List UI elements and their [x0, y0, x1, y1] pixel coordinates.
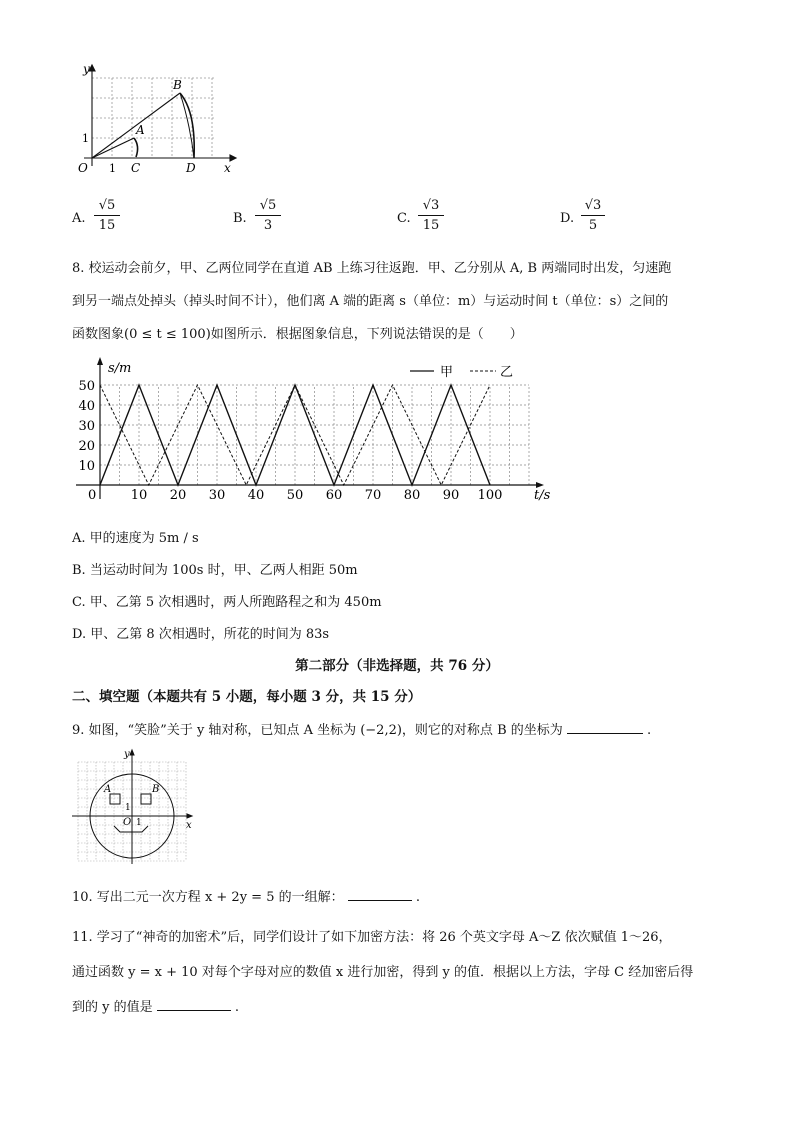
fig9-one-y: 1: [125, 803, 131, 813]
q10-question: 10. 写出二元一次方程 x + 2y = 5 的一组解：: [72, 890, 344, 905]
x-tick-label: 10: [130, 488, 148, 503]
y-axis-arrow: [97, 357, 103, 365]
q7-option-c-numerator: √3: [418, 198, 444, 216]
q8-option-c: C. 甲、乙第 5 次相遇时，两人所跑路程之和为 450m: [72, 595, 382, 610]
fig7-one-x: 1: [109, 162, 116, 175]
fig7-one-y: 1: [82, 132, 89, 145]
q7-option-d-denominator: 5: [588, 218, 598, 233]
x-tick-label: 30: [208, 488, 226, 503]
fig9-x-label: x: [186, 820, 192, 831]
q10-answer-blank[interactable]: [348, 888, 412, 901]
q9-text: [72, 719, 651, 738]
q7-option-a-denominator: 15: [98, 218, 116, 233]
q8-text-line-1: 8. 校运动会前夕，甲、乙两位同学在直道 AB 上练习往返跑．甲、乙分别从 A, B 两端同时出发，匀速跑: [72, 261, 672, 276]
q8-option-a: A. 甲的速度为 5m / s: [72, 531, 199, 546]
q9-end-mark: .: [647, 723, 652, 738]
q11-end-mark: .: [234, 1000, 240, 1015]
q9-smiley-figure: [70, 748, 194, 866]
fig9-point-b: B: [152, 784, 160, 795]
fig7-point-c: C: [131, 161, 141, 175]
x-tick-label: 80: [403, 488, 421, 503]
legend-label-jia: 甲: [440, 365, 454, 380]
fig7-x-label: x: [224, 161, 231, 175]
chart-y-axis-label: s/m: [108, 361, 132, 376]
q9-answer-blank[interactable]: [567, 721, 643, 734]
y-tick-label: 40: [78, 399, 95, 414]
q7-option-a-fraction: [94, 198, 120, 233]
chart-axes: [76, 357, 544, 499]
q7-option-b-letter: B.: [233, 211, 247, 226]
q9-question: 9. 如图，“笑脸”关于 y 轴对称，已知点 A 坐标为 (−2,2)，则它的对称点 B 的坐标为: [72, 723, 563, 738]
y-tick-label: 10: [78, 459, 95, 474]
q7-option-d-letter: D.: [560, 211, 575, 226]
q8-distance-time-chart: [70, 355, 560, 515]
q7-option-b-denominator: 3: [263, 218, 273, 233]
q7-option-d-numerator: √3: [581, 198, 605, 216]
y-tick-label: 20: [78, 439, 95, 454]
q8-text-line-2: 到另一端点处掉头（掉头时间不计），他们离 A 端的距离 s（单位：m）与运动时间 t（单位：s）之间的: [72, 294, 669, 309]
y-tick-label: 30: [78, 419, 95, 434]
q11-text-line-2: 通过函数 y = x + 10 对每个字母对应的数值 x 进行加密，得到 y 的值．根据以上方法，字母 C 经加密后得: [72, 965, 694, 980]
q7-figure: [70, 62, 240, 180]
fig7-point-b: B: [173, 78, 182, 92]
q11-text-line-3: [72, 996, 239, 1015]
section-two-heading: 二、填空题（本题共有 5 小题，每小题 3 分，共 15 分）: [72, 689, 422, 705]
x-tick-label: 40: [247, 488, 265, 503]
fig9-point-a: A: [104, 784, 112, 795]
part-two-title: 第二部分（非选择题，共 76 分）: [295, 658, 499, 674]
x-tick-label: 90: [442, 488, 460, 503]
x-tick-label: 60: [325, 488, 343, 503]
fig7-origin: O: [78, 161, 88, 175]
chart-legend: [410, 365, 513, 380]
q11-question-end: 到的 y 的值是: [72, 1000, 153, 1015]
q7-option-b-numerator: √5: [255, 198, 281, 216]
x-tick-label: 70: [364, 488, 382, 503]
legend-label-yi: 乙: [500, 365, 514, 380]
x-tick-label: 20: [169, 488, 187, 503]
fig7-y-label: y: [83, 62, 90, 76]
chart-x-axis-label: t/s: [534, 488, 551, 503]
fig7-point-d: D: [186, 161, 196, 175]
q7-option-b-fraction: [255, 198, 281, 233]
q7-option-d-fraction: [581, 198, 605, 233]
q7-option-a-letter: A.: [72, 211, 86, 226]
q8-option-b: B. 当运动时间为 100s 时，甲、乙两人相距 50m: [72, 563, 358, 578]
q7-option-c-fraction: [418, 198, 444, 233]
x-tick-label: 50: [286, 488, 304, 503]
q11-answer-blank[interactable]: [157, 998, 231, 1011]
q10-text: [72, 886, 420, 905]
q11-text-line-1: 11. 学习了“神奇的加密术”后，同学们设计了如下加密方法：将 26 个英文字母 A～Z 依次赋值 1～26，: [72, 930, 672, 945]
fig9-y-label: y: [124, 749, 130, 760]
q7-option-c-letter: C.: [397, 211, 411, 226]
fig7-point-a: A: [136, 123, 145, 137]
chart-origin-label: 0: [88, 488, 97, 503]
q7-option-a-numerator: √5: [94, 198, 120, 216]
q8-option-d: D. 甲、乙第 8 次相遇时，所花的时间为 83s: [72, 627, 330, 642]
x-tick-label: 100: [477, 488, 503, 503]
y-tick-label: 50: [78, 379, 95, 394]
fig9-origin: O: [123, 817, 132, 828]
q7-option-c-denominator: 15: [422, 218, 440, 233]
q8-text-line-3: 函数图象(0 ≤ t ≤ 100)如图所示．根据图象信息，下列说法错误的是（ ）: [72, 327, 523, 342]
q10-end-mark: .: [415, 890, 421, 905]
fig9-one-x: 1: [136, 818, 142, 828]
